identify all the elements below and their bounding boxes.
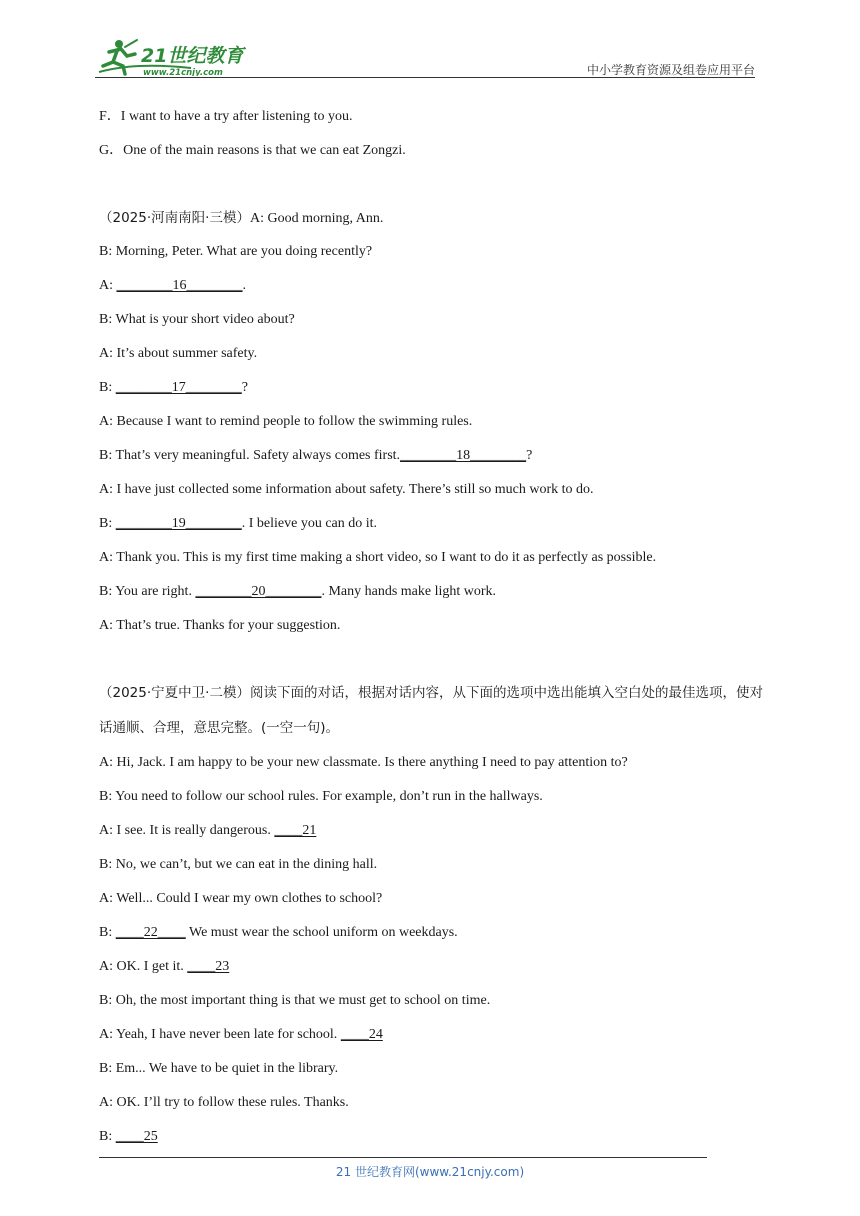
- dialog1-line: B: ________19________. I believe you can do it.: [99, 507, 769, 541]
- dialog1-line: B: That’s very meaningful. Safety always comes first.________18________?: [99, 439, 769, 473]
- dialog2-line: B: Em... We have to be quiet in the library.: [99, 1061, 339, 1076]
- option-f: F．I want to have a try after listening to you.: [99, 109, 353, 124]
- source-label: （2025·河南南阳·三模）: [99, 210, 250, 226]
- dialog1-line: B: You are right. ________20________. Many hands make light work.: [99, 575, 769, 609]
- dialog2-line: A: OK. I’ll try to follow these rules. Thanks.: [99, 1095, 349, 1110]
- blank-25: ____25: [115, 1129, 158, 1144]
- blank-24: ____24: [340, 1027, 383, 1042]
- dialog2-line: A: Well... Could I wear my own clothes to school?: [99, 891, 383, 906]
- dialog2-line: B: You need to follow our school rules. For example, don’t run in the hallways.: [99, 789, 543, 804]
- dialog2-line: A: Yeah, I have never been late for school. ____24: [99, 1018, 769, 1052]
- dialog1-line: A: That’s true. Thanks for your suggestion.: [99, 618, 341, 633]
- footer-divider: [99, 1157, 707, 1158]
- dialog1-line: A: Thank you. This is my first time making a short video, so I want to do it as perfectly as possible.: [99, 550, 657, 565]
- dialog2-line: B: No, we can’t, but we can eat in the dining hall.: [99, 857, 378, 872]
- dialog1-line: B: What is your short video about?: [99, 312, 295, 327]
- dialog2-line: A: OK. I get it. ____23: [99, 950, 769, 984]
- dialog1-line: A: I have just collected some information about safety. There’s still so much work to do.: [99, 482, 594, 497]
- page-header: [95, 30, 755, 78]
- footer-link[interactable]: 21 世纪教育网(www.21cnjy.com): [335, 1165, 525, 1179]
- blank-21: ____21: [274, 823, 317, 838]
- dialog1-line: A: ________16________.: [99, 269, 769, 303]
- dialog2-line: B: Oh, the most important thing is that we must get to school on time.: [99, 993, 491, 1008]
- blank-16: ________16________: [116, 278, 243, 293]
- dialog2-line: A: I see. It is really dangerous. ____21: [99, 814, 769, 848]
- blank-20: ________20________: [195, 584, 322, 599]
- dialog2-instruction: （2025·宁夏中卫·二模）阅读下面的对话，根据对话内容，从下面的选项中选出能填入空白处的最佳选项，使对话通顺、合理，意思完整。(一空一句)。: [99, 685, 763, 736]
- header-divider: [95, 77, 755, 78]
- dialog2-line: B: ____22____ We must wear the school uniform on weekdays.: [99, 916, 769, 950]
- dialog1-line: （2025·河南南阳·三模）A: Good morning, Ann.: [99, 210, 384, 226]
- logo-21cnjy: [95, 38, 265, 76]
- blank-22: ____22____: [115, 925, 186, 940]
- source-label: （2025·宁夏中卫·二模）: [99, 685, 250, 701]
- dialog1-line: A: Because I want to remind people to follow the swimming rules.: [99, 414, 473, 429]
- blank-23: ____23: [187, 959, 230, 974]
- dialog1-line: B: Morning, Peter. What are you doing recently?: [99, 244, 373, 259]
- document-body: [99, 100, 769, 1154]
- platform-title: 中小学教育资源及组卷应用平台: [586, 63, 755, 77]
- dialog1-line: B: ________17________?: [99, 371, 769, 405]
- svg-text:21世纪教育: 21世纪教育: [141, 45, 244, 67]
- option-g: G．One of the main reasons is that we can eat Zongzi.: [99, 143, 406, 158]
- blank-18: ________18________: [400, 448, 527, 463]
- blank-17: ________17________: [115, 380, 242, 395]
- dialog1-line: A: It’s about summer safety.: [99, 346, 258, 361]
- dialog2-line: A: Hi, Jack. I am happy to be your new classmate. Is there anything I need to pay attention to?: [99, 755, 628, 770]
- svg-text:www.21cnjy.com: www.21cnjy.com: [143, 68, 223, 76]
- blank-19: ________19________: [115, 516, 242, 531]
- dialog2-line: B: ____25: [99, 1120, 769, 1154]
